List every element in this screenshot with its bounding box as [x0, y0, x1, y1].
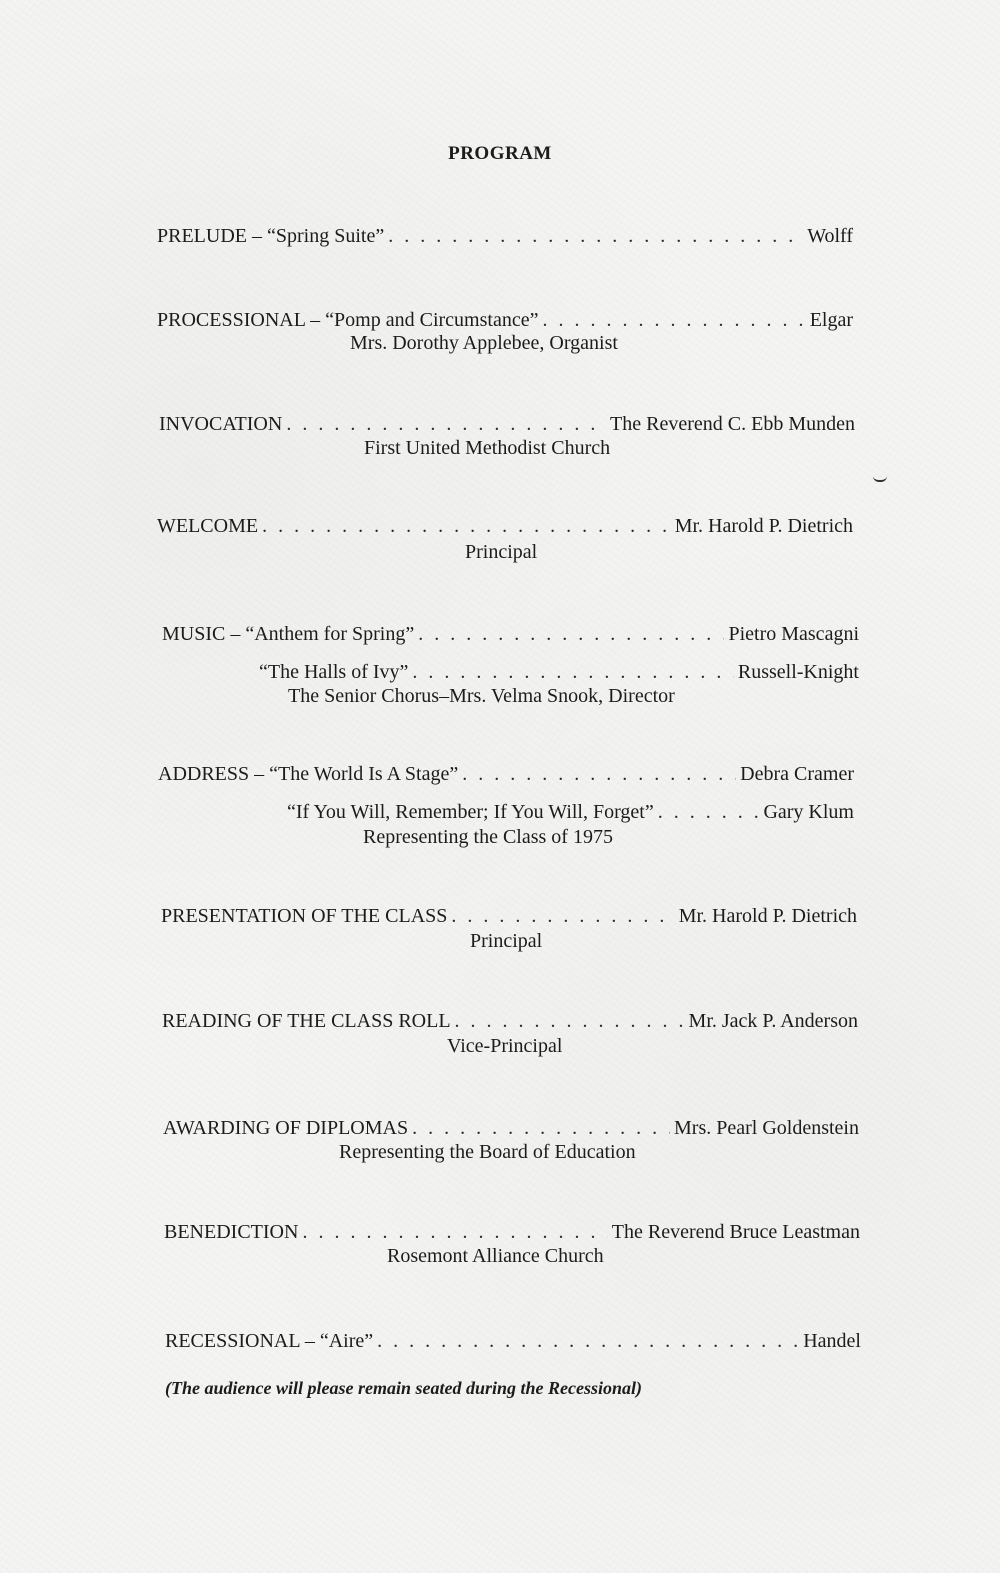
- item-performer: Mr. Harold P. Dietrich: [674, 515, 853, 537]
- program-item-address: [158, 763, 854, 786]
- item-subtitle: Representing the Class of 1975: [363, 826, 613, 848]
- leader-dots: [377, 1330, 799, 1353]
- item-label: “The Halls of Ivy”: [259, 661, 409, 683]
- item-performer: The Reverend Bruce Leastman: [611, 1221, 860, 1243]
- item-performer: The Reverend C. Ebb Munden: [610, 413, 855, 435]
- leader-dots: [451, 905, 674, 928]
- page-title: PROGRAM: [448, 143, 552, 164]
- item-subtitle: Mrs. Dorothy Applebee, Organist: [350, 332, 618, 354]
- program-item-music: [162, 623, 859, 646]
- item-label: PRESENTATION OF THE CLASS: [161, 905, 448, 927]
- item-subtitle: Principal: [465, 541, 538, 563]
- item-subtitle: Principal: [470, 930, 543, 952]
- leader-dots: [262, 515, 671, 538]
- item-subtitle: Representing the Board of Education: [339, 1141, 636, 1163]
- item-subtitle: First United Methodist Church: [364, 437, 611, 459]
- pen-mark: [873, 476, 887, 482]
- program-item-recessional: [165, 1330, 861, 1353]
- item-performer: Wolff: [807, 225, 853, 247]
- item-label: “If You Will, Remember; If You Will, Forget”: [287, 801, 654, 823]
- leader-dots: [542, 309, 805, 332]
- item-subtitle: Rosemont Alliance Church: [387, 1245, 604, 1267]
- leader-dots: [658, 801, 760, 824]
- item-performer: Gary Klum: [763, 801, 854, 823]
- item-performer: Pietro Mascagni: [728, 623, 859, 645]
- item-label: PRELUDE – “Spring Suite”: [157, 225, 385, 247]
- leader-dots: [462, 763, 736, 786]
- item-label: READING OF THE CLASS ROLL: [162, 1010, 451, 1032]
- item-performer: Mr. Jack P. Anderson: [688, 1010, 858, 1032]
- item-performer: Mr. Harold P. Dietrich: [678, 905, 857, 927]
- item-label: BENEDICTION: [164, 1221, 299, 1243]
- leader-dots: [286, 413, 606, 436]
- leader-dots: [412, 1117, 670, 1140]
- item-label: PROCESSIONAL – “Pomp and Circumstance”: [157, 309, 539, 331]
- program-item-remember-forget: [287, 801, 854, 824]
- item-label: ADDRESS – “The World Is A Stage”: [158, 763, 459, 785]
- item-performer: Handel: [803, 1330, 861, 1352]
- program-item-welcome: [157, 515, 853, 538]
- program-item-awarding: [163, 1117, 859, 1140]
- item-performer: Elgar: [809, 309, 853, 331]
- item-label: RECESSIONAL – “Aire”: [165, 1330, 374, 1352]
- leader-dots: [455, 1010, 685, 1033]
- leader-dots: [388, 225, 803, 248]
- program-item-prelude: [157, 225, 853, 248]
- item-performer: Debra Cramer: [740, 763, 854, 785]
- item-label: INVOCATION: [159, 413, 283, 435]
- item-subtitle: Vice-Principal: [447, 1035, 563, 1057]
- program-item-halls-of-ivy: [259, 661, 859, 684]
- program-item-reading: [162, 1010, 858, 1033]
- program-item-invocation: [159, 413, 855, 436]
- audience-note: (The audience will please remain seated during the Recessional): [165, 1378, 642, 1398]
- program-item-benediction: [164, 1221, 860, 1244]
- item-label: MUSIC – “Anthem for Spring”: [162, 623, 415, 645]
- item-label: AWARDING OF DIPLOMAS: [163, 1117, 409, 1139]
- program-item-presentation: [161, 905, 857, 928]
- item-performer: Mrs. Pearl Goldenstein: [674, 1117, 859, 1139]
- item-performer: Russell-Knight: [737, 661, 859, 683]
- leader-dots: [418, 623, 724, 646]
- leader-dots: [302, 1221, 607, 1244]
- item-subtitle: The Senior Chorus–Mrs. Velma Snook, Director: [288, 685, 675, 707]
- leader-dots: [412, 661, 733, 684]
- item-label: WELCOME: [157, 515, 259, 537]
- program-item-processional: [157, 309, 853, 332]
